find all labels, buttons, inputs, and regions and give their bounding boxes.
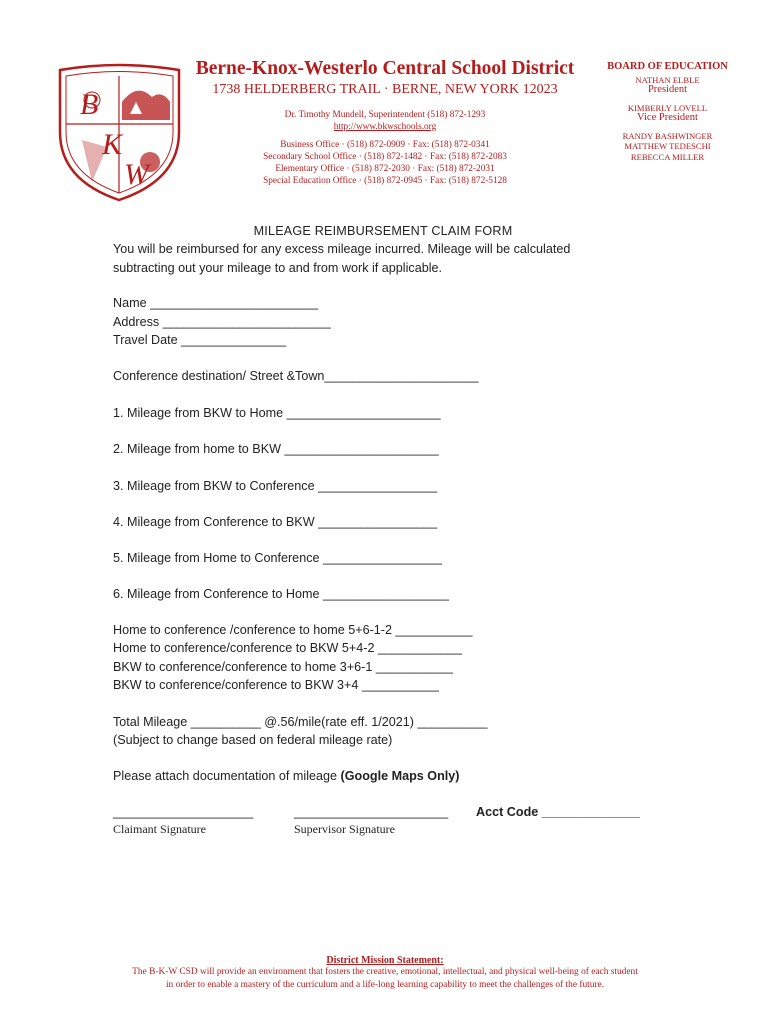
acct-code-field[interactable]: Acct Code ______________ [476,805,640,819]
board-president-role: President [647,84,688,95]
attach-note-bold: (Google Maps Only) [340,769,460,783]
mileage-field[interactable]: 3. Mileage from BKW to Conference _________________ [113,479,438,493]
calculation-field[interactable]: Home to conference/conference to BKW 5+4-2 ____________ [113,641,463,655]
form-title: MILEAGE REIMBURSEMENT CLAIM FORM [253,224,513,238]
secondary-office: Secondary School Office · (518) 872-1482 · Fax: (518) 872-2083 [263,152,507,162]
board-of-education [600,62,735,162]
address-field[interactable]: Address ________________________ [113,315,331,329]
mileage-field[interactable]: 4. Mileage from Conference to BKW _________________ [113,515,438,529]
business-office: Business Office · (518) 872-0909 · Fax: (518) 872-0341 [280,140,490,150]
supervisor-signature-line[interactable]: ______________________ [294,805,449,819]
board-member: MATTHEW TEDESCHI [624,141,711,151]
board-vp-role: Vice President [637,112,698,123]
claimant-signature-label: Claimant Signature [113,822,206,836]
svg-text:K: K [102,128,123,161]
district-website-link[interactable]: http://www.bkwschools.org [333,122,437,132]
board-member: RANDY BASHWINGER [622,130,713,141]
elementary-office: Elementary Office · (518) 872-2030 · Fax: (518) 872-2031 [275,164,495,174]
svg-text:W: W [124,158,149,191]
board-president-name: NATHAN ELBLE [635,74,700,85]
mileage-field[interactable]: 2. Mileage from home to BKW ______________________ [113,442,439,456]
mission-line: in order to enable a mastery of the curriculum and a life-long learning capability to meet the challenges of the future. [165,980,605,990]
calculation-field[interactable]: BKW to conference/conference to home 3+6-1 ___________ [113,660,453,674]
board-member: REBECCA MILLER [630,151,705,162]
supervisor-signature-label: Supervisor Signature [294,822,395,836]
attach-note [113,769,459,783]
subject-note: (Subject to change based on federal mileage rate) [113,733,393,747]
board-heading: BOARD OF EDUCATION [607,61,728,72]
calculation-field[interactable]: BKW to conference/conference to BKW 3+4 ___________ [113,678,439,692]
form-intro-line: subtracting out your mileage to and from work if applicable. [113,261,443,275]
claimant-signature-line[interactable]: ____________________ [113,805,254,819]
travel-date-field[interactable]: Travel Date _______________ [113,333,287,347]
board-vp-name: KIMBERLY LOVELL [627,102,708,113]
name-field[interactable]: Name ________________________ [113,296,319,310]
calculation-field[interactable]: Home to conference /conference to home 5+6-1-2 ___________ [113,623,473,637]
superintendent: Dr. Timothy Mundell, Superintendent (518) 872-1293 [284,110,486,120]
attach-note-text: Please attach documentation of mileage [113,769,341,783]
mileage-field[interactable]: 5. Mileage from Home to Conference _________________ [113,551,443,565]
mission-title: District Mission Statement: [326,955,444,966]
mission-line: The B-K-W CSD will provide an environment that fosters the creative, emotional, intellectual, and physical well-being of each student [132,967,638,977]
mileage-field[interactable]: 6. Mileage from Conference to Home __________________ [113,587,450,601]
mileage-field[interactable]: 1. Mileage from BKW to Home ______________________ [113,406,441,420]
svg-text:B: B [80,88,99,121]
total-mileage-field[interactable]: Total Mileage __________ @.56/mile(rate eff. 1/2021) __________ [113,715,488,729]
destination-field[interactable]: Conference destination/ Street &Town______________________ [113,369,479,383]
district-name: Berne-Knox-Westerlo Central School District [195,58,575,79]
district-address: 1738 HELDERBERG TRAIL · BERNE, NEW YORK 12023 [212,82,558,97]
mission-text [90,966,680,992]
special-ed-office: Special Education Office · (518) 872-0945 · Fax: (518) 872-5128 [263,176,507,186]
form-intro-line: You will be reimbursed for any excess mileage incurred. Mileage will be calculated [113,242,571,256]
